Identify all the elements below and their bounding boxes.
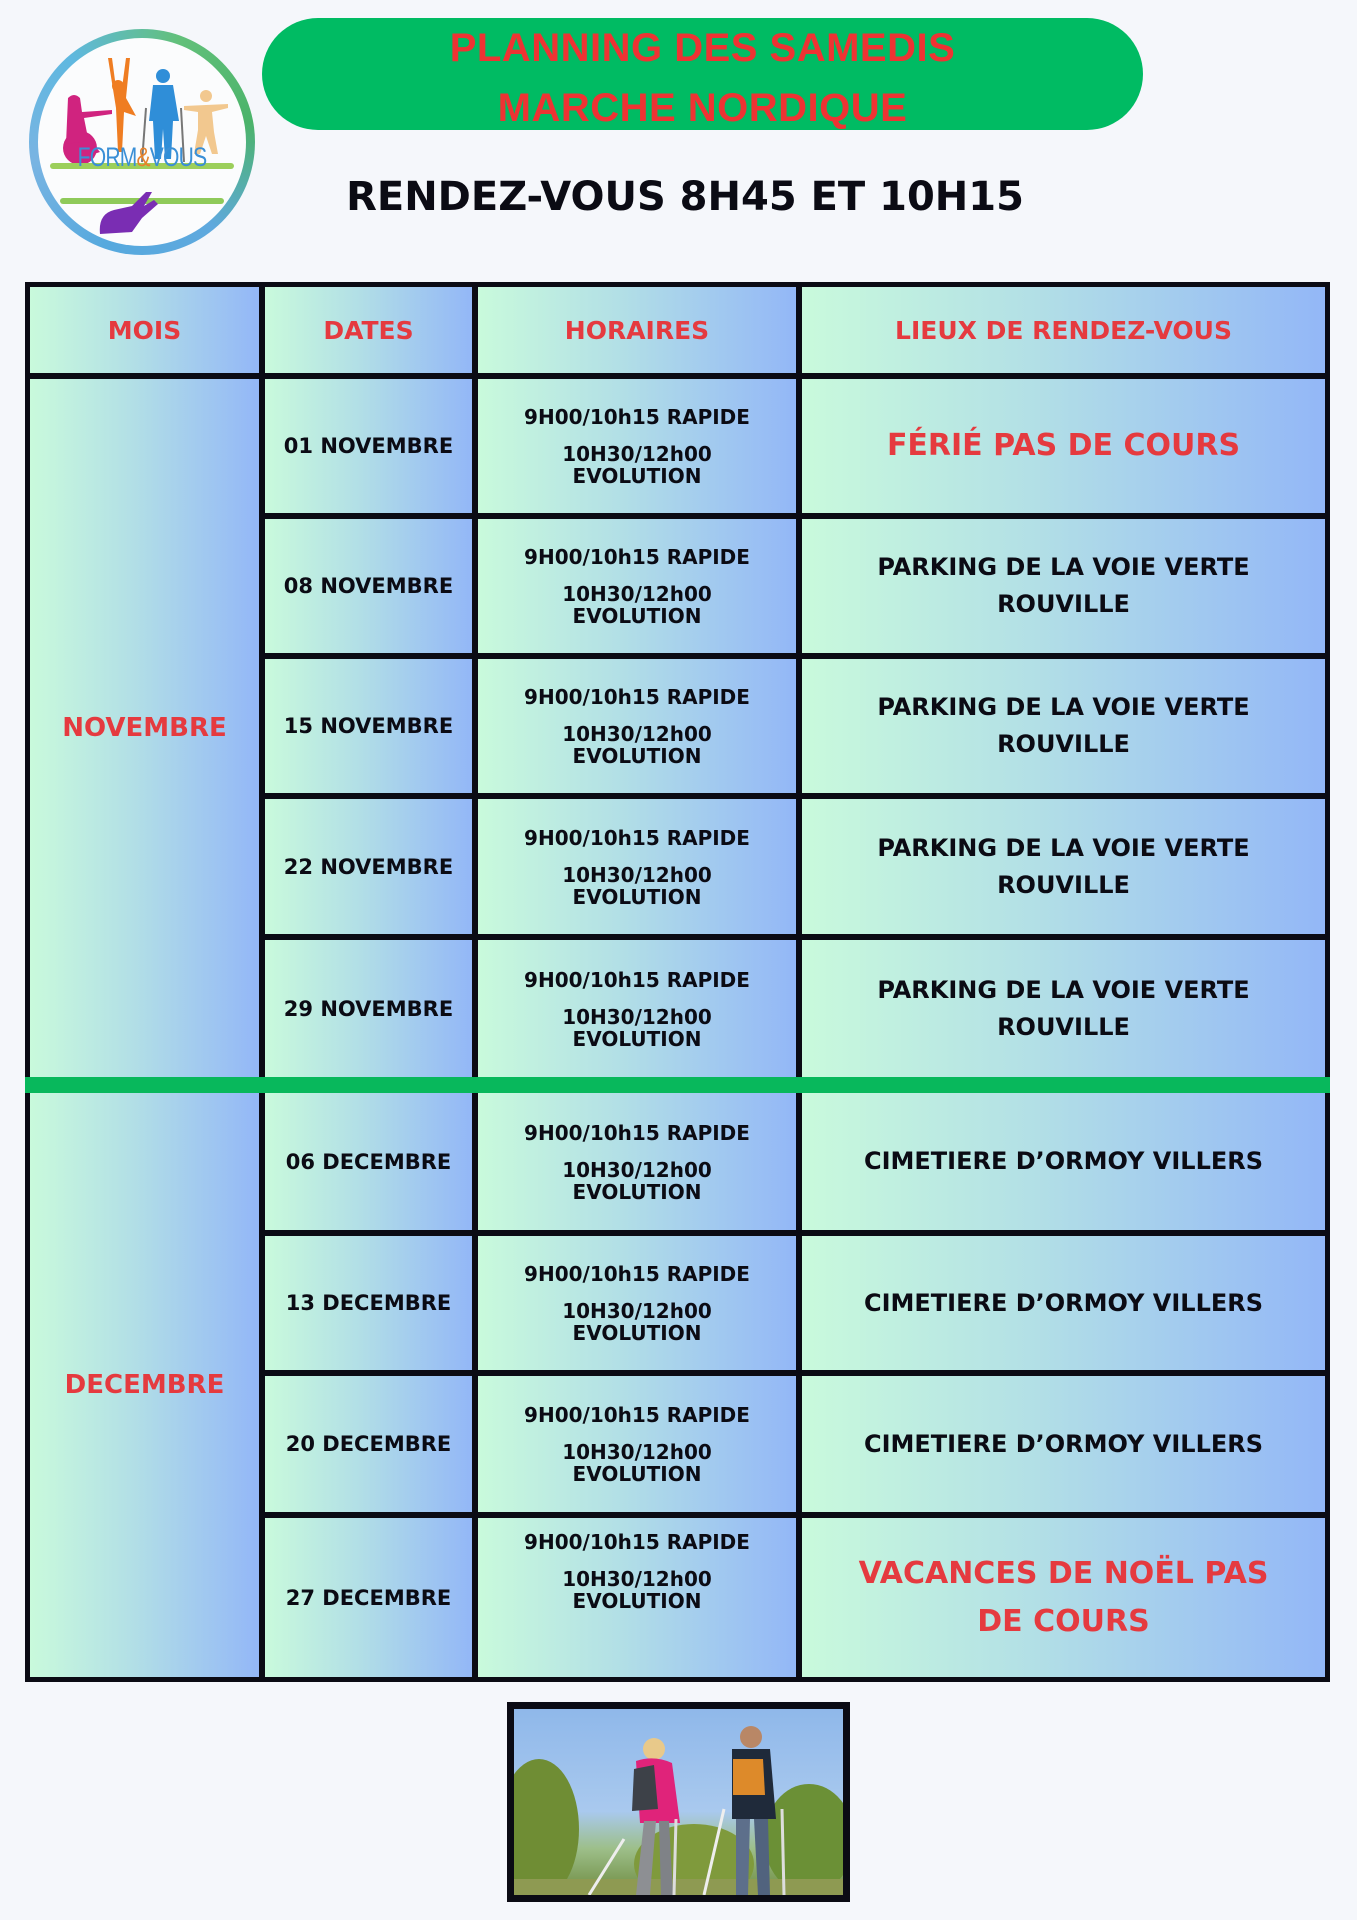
evolution-label: EVOLUTION [572,744,702,768]
date-cell: 15 NOVEMBRE [265,659,472,793]
location-cell-holiday: FÉRIÉ PAS DE COURS [802,379,1325,513]
date-cell: 22 NOVEMBRE [265,799,472,934]
evolution-label: EVOLUTION [572,1462,702,1486]
evolution-label: EVOLUTION [572,1589,702,1613]
time-fast: 9H00/10h15 RAPIDE [524,825,750,850]
evolution-label: EVOLUTION [572,1179,702,1204]
time-evolution: 10H30/12h00 [562,1299,712,1323]
month-cell-decembre: DECEMBRE [30,1093,259,1677]
column-header-lieux: LIEUX DE RENDEZ-VOUS [802,287,1325,373]
time-fast: 9H00/10h15 RAPIDE [524,545,750,569]
evolution-label: EVOLUTION [572,1321,702,1345]
time-cell [478,940,796,1077]
time-fast: 9H00/10h15 RAPIDE [524,685,750,709]
time-evolution: 10H30/12h00 [562,1004,712,1029]
schedule-table [25,282,1330,1682]
time-fast: 9H00/10h15 RAPIDE [524,1262,750,1286]
location-cell: PARKING DE LA VOIE VERTE ROUVILLE [802,799,1325,934]
location-cell: CIMETIERE D’ORMOY VILLERS [802,1376,1325,1512]
location-cell: PARKING DE LA VOIE VERTE ROUVILLE [802,940,1325,1077]
time-cell [478,1518,796,1677]
time-cell [478,659,796,793]
logo-text-amp: & [136,142,150,172]
form-et-vous-logo [29,29,255,255]
page-title-line1: PLANNING DES SAMEDIS [449,26,956,70]
logo-text-vous: VOUS [149,142,207,172]
evolution-label: EVOLUTION [572,604,702,628]
time-fast: 9H00/10h15 RAPIDE [524,967,750,992]
date-cell: 06 DECEMBRE [265,1093,472,1230]
time-evolution: 10H30/12h00 [562,442,712,466]
location-cell: CIMETIERE D’ORMOY VILLERS [802,1093,1325,1230]
column-header-mois: MOIS [30,287,259,373]
evolution-label: EVOLUTION [572,1026,702,1051]
date-cell: 08 NOVEMBRE [265,519,472,653]
nordic-walkers-illustration-icon [514,1709,843,1895]
nordic-walking-photo [507,1702,850,1902]
time-fast: 9H00/10h15 RAPIDE [524,1530,750,1554]
date-cell: 29 NOVEMBRE [265,940,472,1077]
date-cell: 27 DECEMBRE [265,1518,472,1677]
time-fast: 9H00/10h15 RAPIDE [524,1120,750,1145]
page-title-line2: MARCHE NORDIQUE [497,86,908,130]
column-header-horaires: HORAIRES [478,287,796,373]
date-cell: 13 DECEMBRE [265,1236,472,1370]
time-evolution: 10H30/12h00 [562,722,712,746]
location-cell: CIMETIERE D’ORMOY VILLERS [802,1236,1325,1370]
evolution-label: EVOLUTION [572,464,702,488]
meeting-times-subtitle: RENDEZ-VOUS 8H45 ET 10H15 [346,174,1024,220]
time-fast: 9H00/10h15 RAPIDE [524,405,750,429]
time-fast: 9H00/10h15 RAPIDE [524,1403,750,1427]
time-evolution: 10H30/12h00 [562,1567,712,1591]
month-separator [25,1077,1330,1093]
time-evolution: 10H30/12h00 [562,862,712,887]
time-cell [478,1376,796,1512]
time-evolution: 10H30/12h00 [562,1157,712,1182]
month-cell-novembre: NOVEMBRE [30,379,259,1077]
time-cell [478,519,796,653]
time-evolution: 10H30/12h00 [562,582,712,606]
time-cell [478,379,796,513]
time-evolution: 10H30/12h00 [562,1440,712,1464]
title-banner [262,18,1143,130]
date-cell: 20 DECEMBRE [265,1376,472,1512]
evolution-label: EVOLUTION [572,884,702,909]
location-cell: PARKING DE LA VOIE VERTE ROUVILLE [802,659,1325,793]
date-cell: 01 NOVEMBRE [265,379,472,513]
column-header-dates: DATES [265,287,472,373]
logo-text [61,142,223,173]
time-cell [478,799,796,934]
time-cell [478,1236,796,1370]
location-cell-holiday: VACANCES DE NOËL PAS DE COURS [802,1518,1325,1677]
time-cell [478,1093,796,1230]
location-cell: PARKING DE LA VOIE VERTE ROUVILLE [802,519,1325,653]
logo-text-form: FORM [77,142,137,172]
